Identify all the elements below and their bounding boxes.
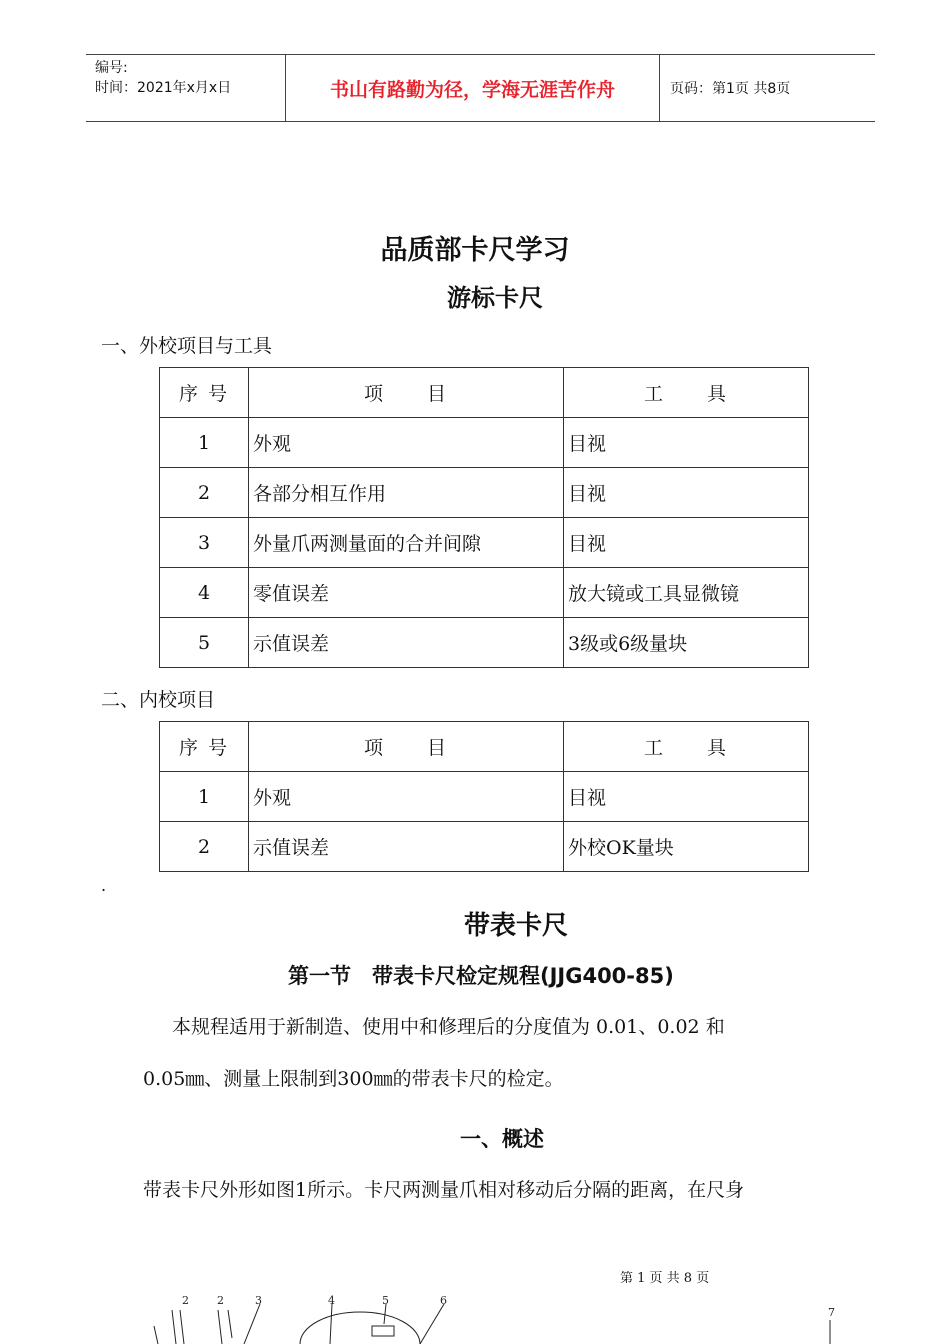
col-header-item: 项 目: [249, 368, 564, 418]
figure-label: 6: [440, 1294, 447, 1307]
cell-seq: 1: [160, 772, 249, 822]
section2-label: 二、内校项目: [101, 689, 216, 711]
scope-paragraph-line1: 本规程适用于新制造、使用中和修理后的分度值为 0.01、0.02 和: [172, 1016, 725, 1038]
cell-tool: 放大镜或工具显微镜: [564, 568, 809, 618]
col-header-tool: 工 具: [564, 368, 809, 418]
cell-tool: 外校OK量块: [564, 822, 809, 872]
document-subtitle: 游标卡尺: [447, 284, 543, 312]
col-header-seq: 序 号: [160, 368, 249, 418]
caliper-figure: [140, 1290, 860, 1344]
table-row: [160, 772, 809, 822]
table-row: [160, 618, 809, 668]
figure-label: 5: [382, 1294, 389, 1307]
table-header-row: [160, 368, 809, 418]
col-header-seq: 序 号: [160, 722, 249, 772]
cell-seq: 1: [160, 418, 249, 468]
number-label: 编号:: [95, 60, 128, 76]
col-header-item: 项 目: [249, 722, 564, 772]
internal-calibration-table: [159, 721, 809, 872]
overview-heading: 一、概述: [460, 1127, 544, 1151]
header-page-info: 页码：第1页 共8页: [670, 81, 791, 97]
figure-label: 7: [828, 1306, 835, 1319]
figure-leader-line: [420, 1304, 444, 1344]
stray-dot: .: [101, 876, 107, 895]
col-header-tool: 工 具: [564, 722, 809, 772]
figure-label: 4: [328, 1294, 335, 1307]
table-row: [160, 518, 809, 568]
table-header-row: [160, 722, 809, 772]
cell-item: 各部分相互作用: [249, 468, 564, 518]
cell-seq: 5: [160, 618, 249, 668]
table-row: [160, 468, 809, 518]
cell-item: 外观: [249, 418, 564, 468]
cell-item: 示值误差: [249, 618, 564, 668]
dial-caliper-heading: 带表卡尺: [463, 911, 568, 941]
cell-seq: 4: [160, 568, 249, 618]
page-header: [86, 54, 875, 122]
cell-seq: 2: [160, 468, 249, 518]
table-row: [160, 568, 809, 618]
table-row: [160, 418, 809, 468]
cell-item: 外观: [249, 772, 564, 822]
time-label: 时间：2021年x月x日: [95, 80, 232, 96]
scope-paragraph-line2: 0.05㎜、测量上限制到300㎜的带表卡尺的检定。: [143, 1068, 564, 1090]
external-calibration-table: [159, 367, 809, 668]
cell-seq: 2: [160, 822, 249, 872]
figure-leader-line: [154, 1326, 158, 1344]
cell-tool: 目视: [564, 518, 809, 568]
header-motto: 书山有路勤为径，学海无涯苦作舟: [286, 55, 660, 121]
figure-label: 2: [217, 1294, 224, 1307]
figure-leader-line: [244, 1304, 260, 1344]
figure-jaw: [172, 1310, 184, 1344]
header-meta: [86, 55, 286, 121]
figure-jaw: [218, 1310, 232, 1344]
overview-paragraph: 带表卡尺外形如图1所示。卡尺两测量爪相对移动后分隔的距离，在尺身: [143, 1179, 745, 1201]
cell-item: 外量爪两测量面的合并间隙: [249, 518, 564, 568]
figure-dial-arc: [300, 1312, 420, 1344]
section-title: 第一节 带表卡尺检定规程(JJG400-85): [288, 964, 674, 988]
cell-tool: 目视: [564, 418, 809, 468]
figure-knob: [372, 1326, 394, 1336]
cell-item: 示值误差: [249, 822, 564, 872]
document-title: 品质部卡尺学习: [380, 235, 570, 266]
figure-leader-line: [330, 1304, 332, 1344]
cell-item: 零值误差: [249, 568, 564, 618]
page-footer: 第 1 页 共 8 页: [620, 1271, 710, 1286]
figure-leader-line: [384, 1304, 386, 1324]
cell-tool: 3级或6级量块: [564, 618, 809, 668]
cell-tool: 目视: [564, 468, 809, 518]
cell-tool: 目视: [564, 772, 809, 822]
table-row: [160, 822, 809, 872]
section1-label: 一、外校项目与工具: [101, 335, 273, 357]
figure-label: 2: [182, 1294, 189, 1307]
figure-label: 3: [255, 1294, 262, 1307]
cell-seq: 3: [160, 518, 249, 568]
